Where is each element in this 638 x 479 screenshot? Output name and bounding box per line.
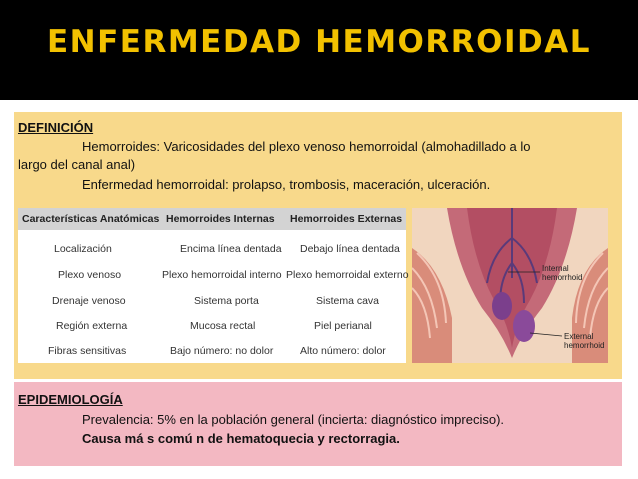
comparison-table [18,208,409,363]
table-cell: Drenaje venoso [52,295,126,307]
epidemiology-heading: EPIDEMIOLOGÍA [18,392,123,407]
table-cell: Plexo hemorroidal interno [162,269,282,281]
external-hemorrhoid-label [564,332,604,350]
label-text: External [564,332,594,341]
label-text: Internal [542,264,569,273]
table-cell: Sistema porta [194,295,259,307]
table-cell: Plexo venoso [58,269,122,281]
slide-header [0,0,638,100]
table-cell: Piel perianal [314,320,372,332]
definition-line-1: Hemorroides: Varicosidades del plexo venoso hemorroidal (almohadillado a lo [82,139,531,154]
table-cell: Debajo línea dentada [300,243,400,255]
table-header-cell: Hemorroides Internas [166,213,275,225]
table-header [18,208,406,230]
definition-line-2: largo del canal anal) [18,157,136,172]
table-cell: Alto número: dolor [300,345,386,357]
internal-hemorrhoid-label [542,264,582,282]
epidemiology-section [14,382,622,466]
table-header-cell: Hemorroides Externas [290,213,403,225]
slide-title: ENFERMEDAD HEMORROIDAL [46,24,592,60]
table-cell: Encima línea dentada [180,243,282,255]
definition-section [14,112,622,379]
table-cell: Bajo número: no dolor [170,345,274,357]
hemorrhoid-anatomy-illustration [412,208,608,363]
epidemiology-line-2: Causa má s comú n de hematoquecia y rectorragia. [82,431,400,446]
label-text: hemorrhoid [542,273,583,282]
table-cell: Sistema cava [316,295,380,307]
table-cell: Región externa [56,320,128,332]
table-cell: Plexo hemorroidal externo [286,269,409,281]
definition-line-3: Enfermedad hemorroidal: prolapso, trombosis, maceración, ulceración. [82,177,491,192]
table-cell: Mucosa rectal [190,320,256,332]
label-text: hemorrhoid [564,341,605,350]
definition-heading: DEFINICIÓN [18,120,94,135]
table-cell: Localización [54,243,112,255]
epidemiology-line-1: Prevalencia: 5% en la población general (incierta: diagnóstico impreciso). [82,412,505,427]
table-cell: Fibras sensitivas [48,345,127,357]
table-header-cell: Características Anatómicas [22,213,160,225]
